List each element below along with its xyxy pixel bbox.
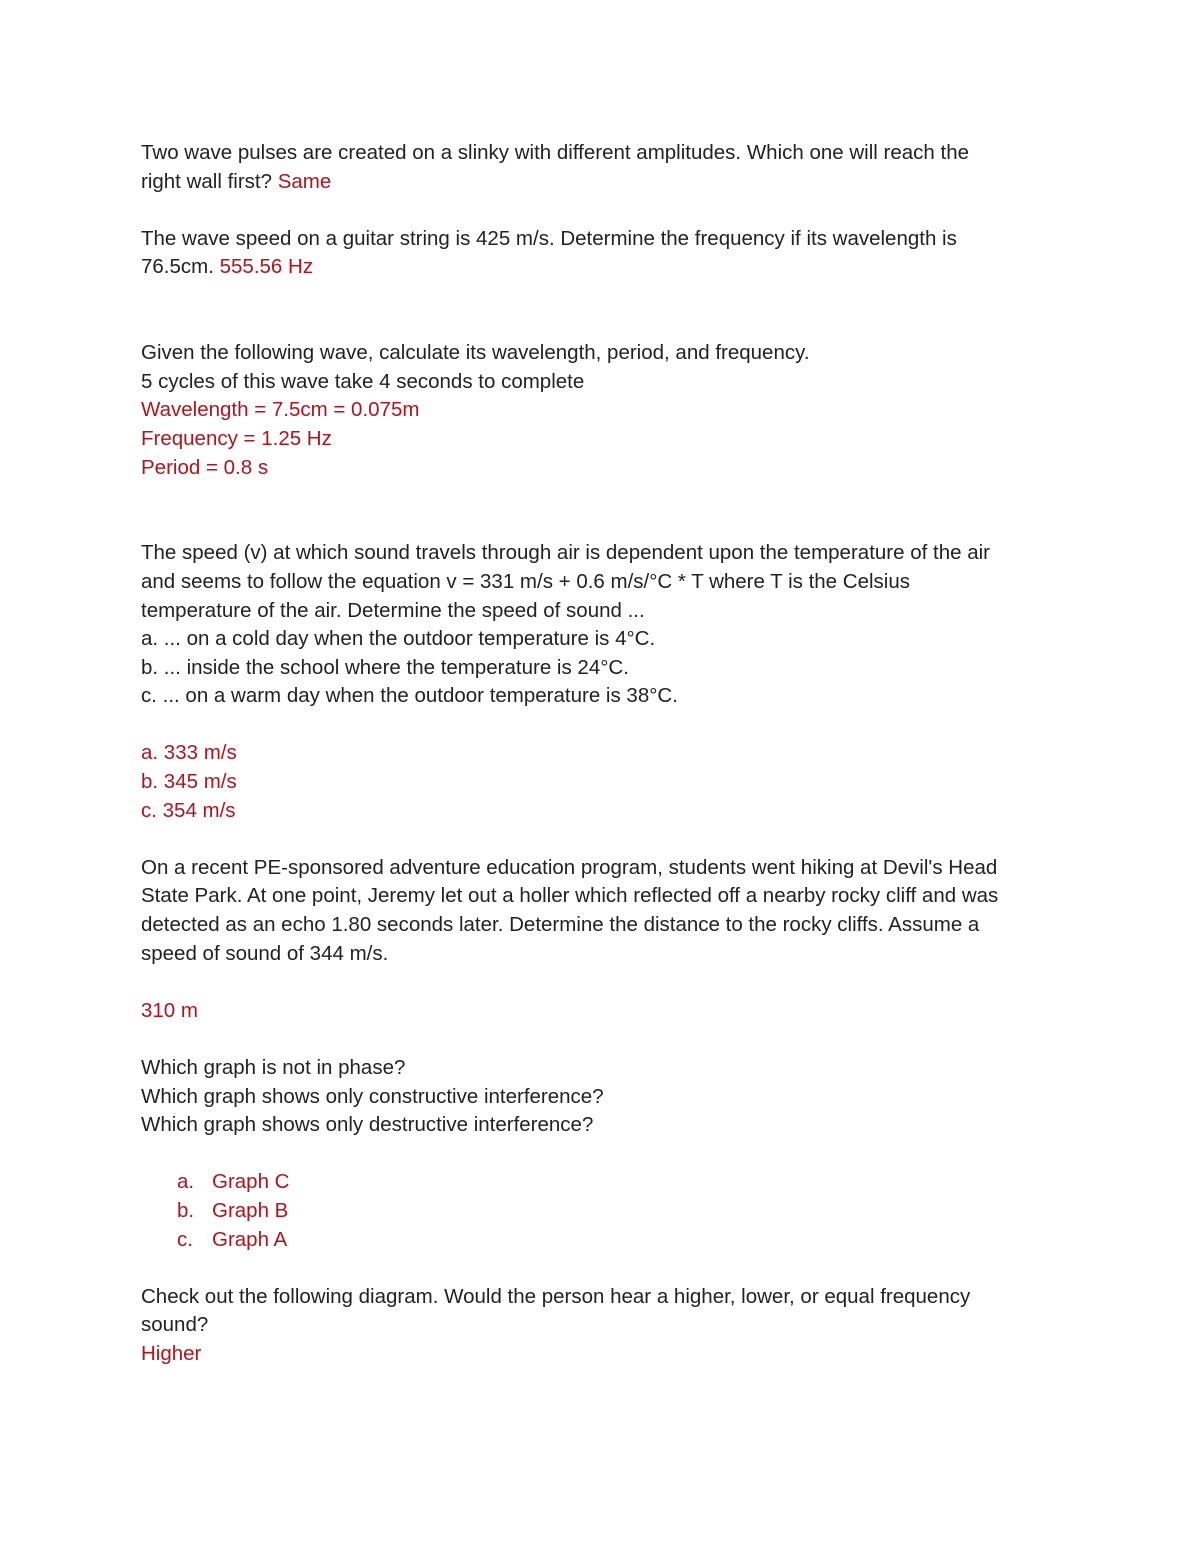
q5-line-1: On a recent PE-sponsored adventure education program, students went hiking at Devil's Head bbox=[141, 855, 998, 879]
q3-answer-period: Period = 0.8 s bbox=[141, 455, 269, 479]
q1-text: right wall first? bbox=[141, 169, 278, 193]
q7-answer: Higher bbox=[141, 1341, 202, 1365]
list-text: Graph C bbox=[212, 1170, 290, 1194]
q6-answer-a bbox=[141, 1168, 1061, 1197]
q7-line-2: sound? bbox=[141, 1313, 209, 1337]
q3-answer-wavelength: Wavelength = 7.5cm = 0.075m bbox=[141, 398, 420, 422]
q3-line-2: 5 cycles of this wave take 4 seconds to complete bbox=[141, 369, 585, 393]
q4-answer-a: a. 333 m/s bbox=[141, 741, 237, 765]
document-page bbox=[141, 139, 1061, 1369]
q4-line-3: temperature of the air. Determine the speed of sound ... bbox=[141, 598, 645, 622]
q7-line-1: Check out the following diagram. Would the person hear a higher, lower, or equal frequency bbox=[141, 1284, 971, 1308]
list-text: Graph B bbox=[212, 1198, 289, 1222]
q4-line-5: b. ... inside the school where the temperature is 24°C. bbox=[141, 655, 629, 679]
q4-line-4: a. ... on a cold day when the outdoor temperature is 4°C. bbox=[141, 627, 656, 651]
q2-answer: 555.56 Hz bbox=[219, 255, 314, 279]
q4-line-1: The speed (v) at which sound travels through air is dependent upon the temperature of the air bbox=[141, 541, 990, 565]
q4-answer-c: c. 354 m/s bbox=[141, 798, 236, 822]
q1-answer: Same bbox=[277, 169, 332, 193]
q5-line-3: detected as an echo 1.80 seconds later. Determine the distance to the rocky cliffs. Assume a bbox=[141, 913, 980, 937]
q5-line-4: speed of sound of 344 m/s. bbox=[141, 941, 389, 965]
list-marker: a. bbox=[177, 1170, 195, 1194]
q1-line-1: Two wave pulses are created on a slinky with different amplitudes. Which one will reach the bbox=[141, 141, 970, 164]
q6-answer-c bbox=[141, 1226, 1061, 1255]
list-text: Graph A bbox=[212, 1227, 288, 1251]
q2-line-1: The wave speed on a guitar string is 425 m/s. Determine the frequency if its wavelength is bbox=[141, 226, 957, 250]
q6-line-1: Which graph is not in phase? bbox=[141, 1056, 406, 1079]
q1-line-2 bbox=[141, 168, 1061, 197]
q6-line-3: Which graph shows only destructive interference? bbox=[141, 1113, 594, 1137]
list-marker: b. bbox=[177, 1198, 195, 1222]
q4-line-2: and seems to follow the equation v = 331 m/s + 0.6 m/s/°C * T where T is the Celsius bbox=[141, 569, 910, 593]
list-marker: c. bbox=[177, 1227, 193, 1251]
q2-text: 76.5cm. bbox=[141, 255, 220, 279]
q3-answer-frequency: Frequency = 1.25 Hz bbox=[141, 426, 332, 450]
q6-line-2: Which graph shows only constructive interference? bbox=[141, 1084, 604, 1108]
q4-answer-b: b. 345 m/s bbox=[141, 770, 237, 794]
q5-line-2: State Park. At one point, Jeremy let out a holler which reflected off a nearby rocky cliff and was bbox=[141, 884, 999, 908]
q6-answer-b bbox=[141, 1197, 1061, 1226]
q4-line-6: c. ... on a warm day when the outdoor temperature is 38°C. bbox=[141, 684, 678, 708]
q3-line-1: Given the following wave, calculate its wavelength, period, and frequency. bbox=[141, 341, 810, 365]
q5-answer: 310 m bbox=[141, 998, 198, 1022]
q2-line-2 bbox=[141, 253, 1061, 282]
